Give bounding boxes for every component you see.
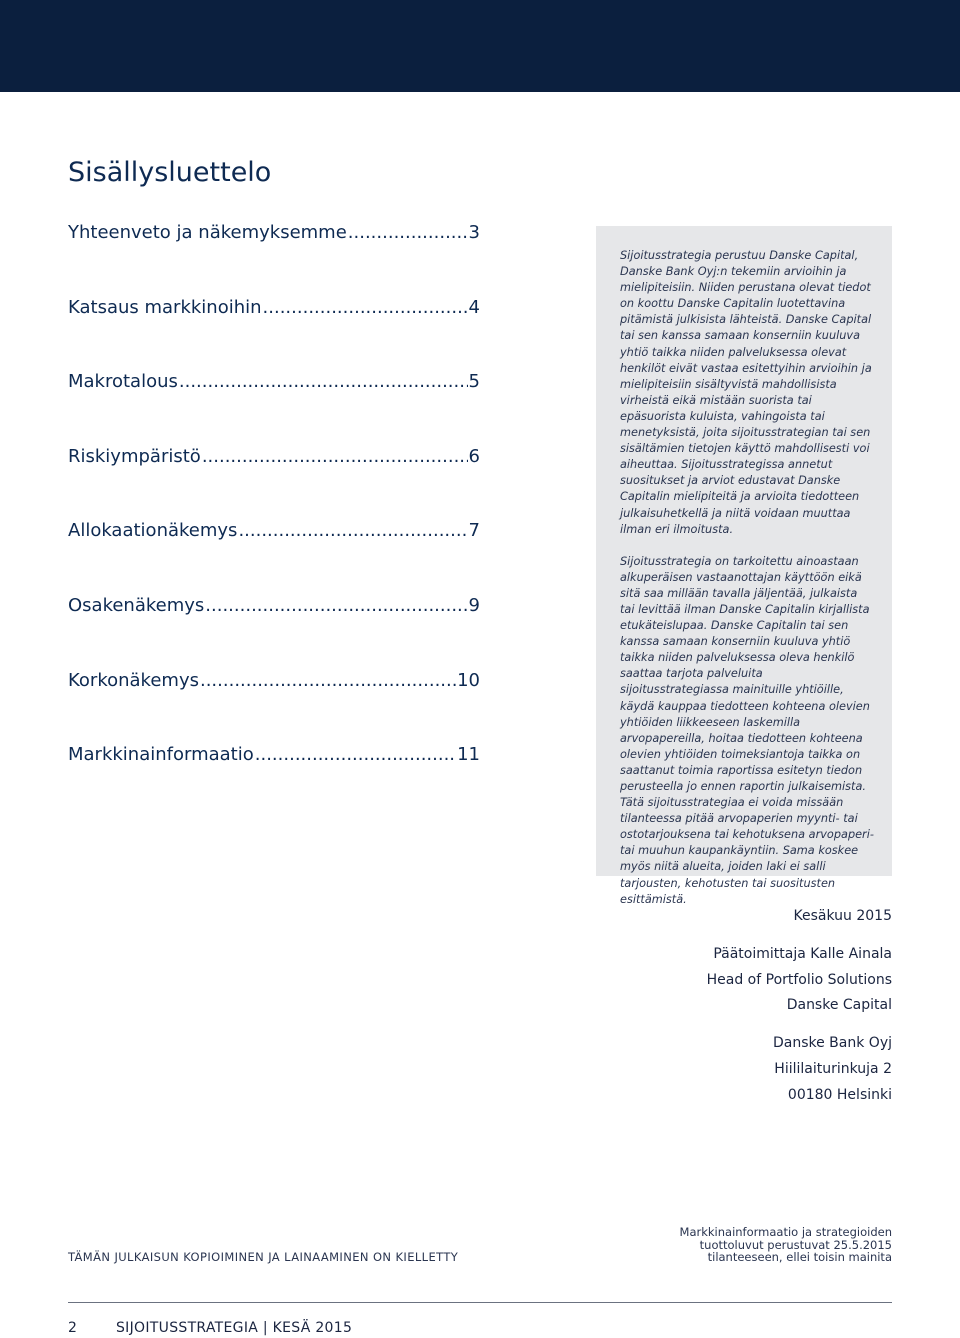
table-of-contents bbox=[68, 222, 480, 819]
page-number: 2 bbox=[68, 1320, 77, 1336]
toc-entry[interactable] bbox=[68, 670, 480, 745]
publication-name: SIJOITUSSTRATEGIA | KESÄ 2015 bbox=[116, 1320, 353, 1336]
toc-dot-leader bbox=[179, 371, 468, 393]
toc-entry-label: Markkinainformaatio bbox=[68, 744, 254, 766]
toc-title: Sisällysluettelo bbox=[68, 157, 272, 188]
toc-entry-page: 7 bbox=[468, 520, 480, 542]
source-note-line: tuottoluvut perustuvat 25.5.2015 bbox=[699, 1237, 892, 1252]
editor-role: Head of Portfolio Solutions bbox=[706, 971, 892, 988]
toc-entry-label: Yhteenveto ja näkemyksemme bbox=[68, 222, 347, 243]
toc-entry-page: 4 bbox=[468, 296, 480, 318]
toc-entry-page: 3 bbox=[468, 222, 480, 243]
source-note-line: tilanteeseen, ellei toisin mainita bbox=[707, 1250, 892, 1264]
toc-dot-leader bbox=[255, 744, 456, 766]
postal-city: 00180 Helsinki bbox=[787, 1086, 892, 1103]
toc-dot-leader bbox=[263, 297, 468, 319]
toc-entry[interactable] bbox=[68, 371, 480, 446]
bank-name: Danske Bank Oyj bbox=[772, 1035, 892, 1052]
toc-dot-leader bbox=[205, 595, 467, 617]
toc-entry[interactable] bbox=[68, 520, 480, 595]
copyright-notice: TÄMÄN JULKAISUN KOPIOIMINEN JA LAINAAMINEN ON KIELLETTY bbox=[68, 1250, 459, 1264]
footer-divider bbox=[68, 1302, 892, 1303]
editor-name: Päätoimittaja Kalle Ainala bbox=[713, 945, 892, 962]
toc-entry-label: Makrotalous bbox=[68, 371, 178, 393]
toc-dot-leader bbox=[200, 670, 456, 692]
toc-entry[interactable] bbox=[68, 446, 480, 521]
disclaimer-paragraph: Sijoitusstrategia on tarkoitettu ainoastaan alkuperäisen vastaanottajan käyttöön eikä sitä saa millään tavalla jäljentää, julkaista tai levittää ilman Danske Capitalin kirjallista etukäteislupaa. Danske Capitalin tai sen kanssa samaan konserniin kuuluva yhtiö taikka niiden palveluksessa oleva henkilö saattaa tarjota palveluita sijoitusstrategiassa mainituille yhtiöille, käydä kauppaa tiedotteen kohteena olevien yhtiöiden liikkeeseen laskemilla arvopapereilla, hoitaa tiedotteen kohteena olevien yhtiöiden toimeksiantoja taikka on saattanut toimia raportissa esitetyn tiedon perusteella jo ennen raportin julkaisemista. Tätä sijoitusstrategiaa ei voida missään tilanteessa pitää arvopaperien myynti- tai ostotarjouksena tai kehotuksena arvopaperi- tai muuhun kaupankäyntiin. Sama koskee myös niitä alueita, joiden laki ei salli tarjousten, kehotusten tai suositusten esittämistä. bbox=[620, 554, 874, 906]
toc-entry-label: Katsaus markkinoihin bbox=[68, 296, 262, 318]
source-note-line: Markkinainformaatio ja strategioiden bbox=[679, 1225, 892, 1239]
toc-entry-page: 5 bbox=[468, 371, 480, 393]
imprint-block bbox=[707, 906, 892, 1123]
toc-dot-leader bbox=[202, 446, 468, 468]
publication-date: Kesäkuu 2015 bbox=[793, 908, 892, 924]
editor-group bbox=[707, 944, 892, 1021]
toc-dot-leader bbox=[238, 520, 467, 542]
toc-entry-label: Korkonäkemys bbox=[68, 669, 199, 691]
toc-entry-page: 10 bbox=[457, 669, 480, 691]
editor-company: Danske Capital bbox=[786, 997, 892, 1014]
toc-entry-page: 9 bbox=[468, 594, 480, 616]
header-band bbox=[0, 0, 960, 92]
source-note bbox=[680, 1226, 892, 1264]
toc-entry-label: Osakenäkemys bbox=[68, 594, 205, 616]
toc-entry-page: 11 bbox=[457, 744, 480, 766]
toc-dot-leader bbox=[348, 222, 468, 244]
toc-entry-label: Allokaationäkemys bbox=[68, 520, 238, 542]
imprint-date-group bbox=[707, 906, 892, 932]
address-group bbox=[707, 1033, 892, 1110]
disclaimer-panel bbox=[596, 226, 892, 906]
toc-entry[interactable] bbox=[68, 744, 480, 819]
toc-entry[interactable] bbox=[68, 222, 480, 297]
toc-entry[interactable] bbox=[68, 595, 480, 670]
toc-entry-label: Riskiympäristö bbox=[68, 445, 201, 467]
street-address: Hiililaiturinkuja 2 bbox=[774, 1060, 892, 1077]
disclaimer-paragraph: Sijoitusstrategia perustuu Danske Capital, Danske Bank Oyj:n tekemiin arvioihin ja mielipiteisiin. Niiden perustana olevat tiedot on koottu Danske Capitalin luotettavina pitämistä julkisista lähteistä. Danske Capital tai sen kanssa samaan konserniin kuuluva yhtiö taikka niiden palveluksessa olevat henkilöt eivät vastaa esitettyihin arvioihin ja mielipiteisiin sisältyvistä mahdollisista virheistä eikä mistään suorista tai epäsuorista kuluista, vahingoista tai menetyksistä, joita sijoitusstrategian tai sen sisältämien tietojen käyttö mahdollisesti voi aiheuttaa. Sijoitusstrategissa annetut suositukset ja arviot edustavat Danske Capitalin mielipiteitä ja arvioita tiedotteen julkaisuhetkellä ja niitä voidaan muuttaa ilman eri ilmoitusta. bbox=[620, 249, 872, 536]
toc-entry-page: 6 bbox=[468, 445, 480, 467]
toc-entry[interactable] bbox=[68, 297, 480, 372]
